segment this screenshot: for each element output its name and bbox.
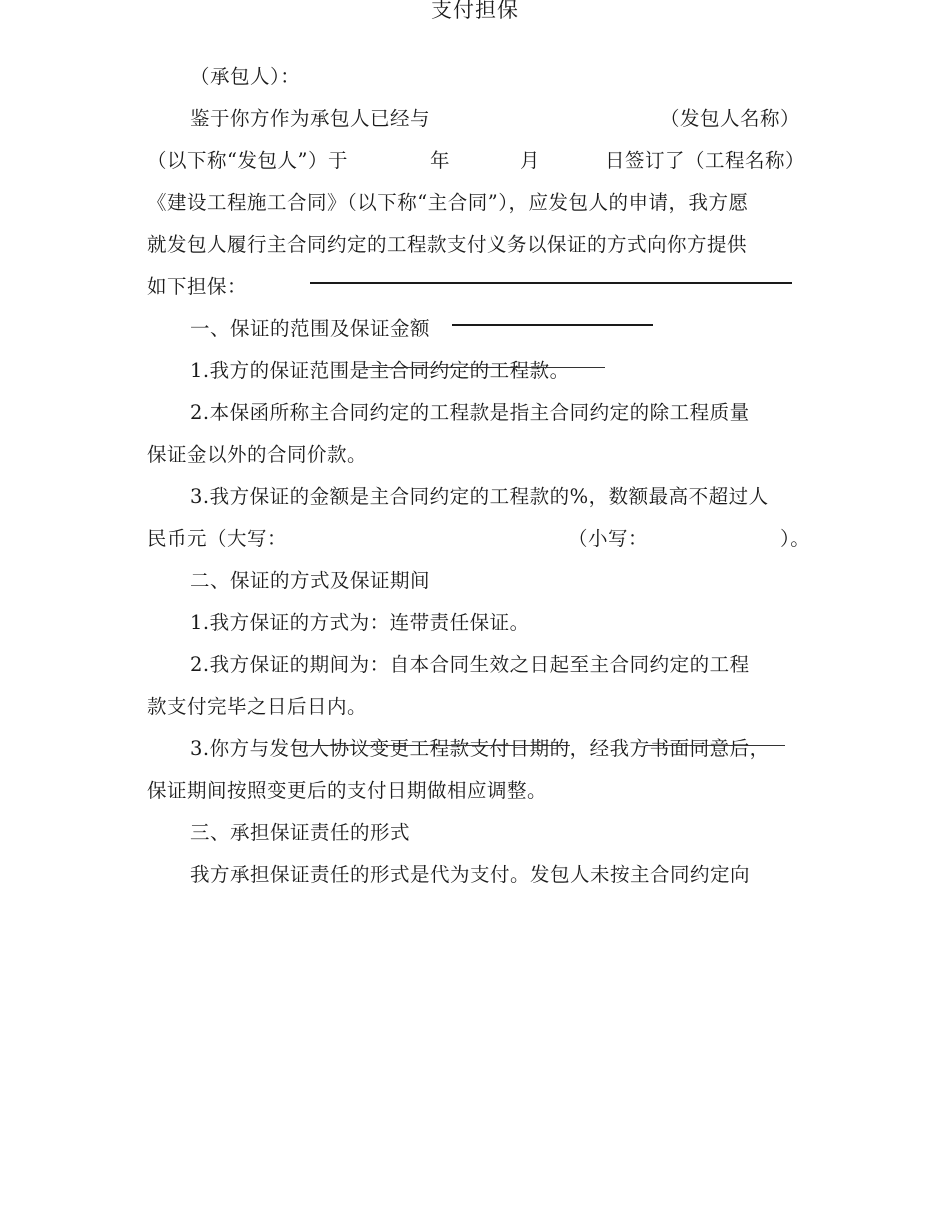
item3-strike-line-a: [292, 745, 570, 746]
intro-line-5: 如下担保：: [147, 275, 248, 298]
section1-item2b: 保证金以外的合同价款。: [147, 443, 368, 466]
section2-heading: 二、保证的方式及保证期间: [190, 569, 431, 592]
item3-strike-line-b: [645, 745, 785, 746]
intro-line-4: 就发包人履行主合同约定的工程款支付义务以保证的方式向你方提供: [147, 233, 748, 256]
section2-item2b: 款支付完毕之日后日内。: [147, 695, 368, 718]
amount-blank-rule: [452, 324, 653, 326]
intro-line-2b: 日签订了（工程名称）: [605, 149, 806, 172]
section3-heading: 三、承担保证责任的形式: [190, 821, 411, 844]
intro-year-label: 年: [430, 149, 451, 172]
section1-item3b2: （小写：: [568, 527, 649, 550]
intro-line-2a: （以下称“发包人”）于: [147, 149, 348, 172]
section3-para: 我方承担保证责任的形式是代为支付。发包人未按主合同约定向: [190, 863, 751, 886]
guarantee-blank-rule: [310, 282, 792, 284]
section1-item3b3: ）。: [780, 527, 811, 550]
section1-item1: 1.我方的保证范围是主合同约定的工程款。: [190, 359, 570, 382]
section2-item3a: 3.你方与发包人协议变更工程款支付日期的，经我方书面同意后，: [190, 737, 770, 760]
section1-item2a: 2.本保函所称主合同约定的工程款是指主合同约定的除工程质量: [190, 401, 750, 424]
intro-line-1a: 鉴于你方作为承包人已经与: [190, 107, 431, 130]
section2-item1: 1.我方保证的方式为：连带责任保证。: [190, 611, 530, 634]
item1-strike-line: [362, 367, 605, 368]
section1-item3a: 3.我方保证的金额是主合同约定的工程款的%，数额最高不超过人: [190, 485, 769, 508]
intro-month-label: 月: [520, 149, 541, 172]
intro-line-1b: （发包人名称）: [660, 107, 801, 130]
document-title: 支付担保: [431, 0, 519, 22]
section2-item3b: 保证期间按照变更后的支付日期做相应调整。: [147, 779, 548, 802]
addressee-line: （承包人）：: [190, 65, 301, 88]
section1-heading: 一、保证的范围及保证金额: [190, 317, 431, 340]
section2-item2a: 2.我方保证的期间为：自本合同生效之日起至主合同约定的工程: [190, 653, 750, 676]
intro-line-3: 《建设工程施工合同》（以下称“主合同”），应发包人的申请，我方愿: [147, 191, 749, 214]
section1-item3b1: 民币元（大写：: [147, 527, 288, 550]
